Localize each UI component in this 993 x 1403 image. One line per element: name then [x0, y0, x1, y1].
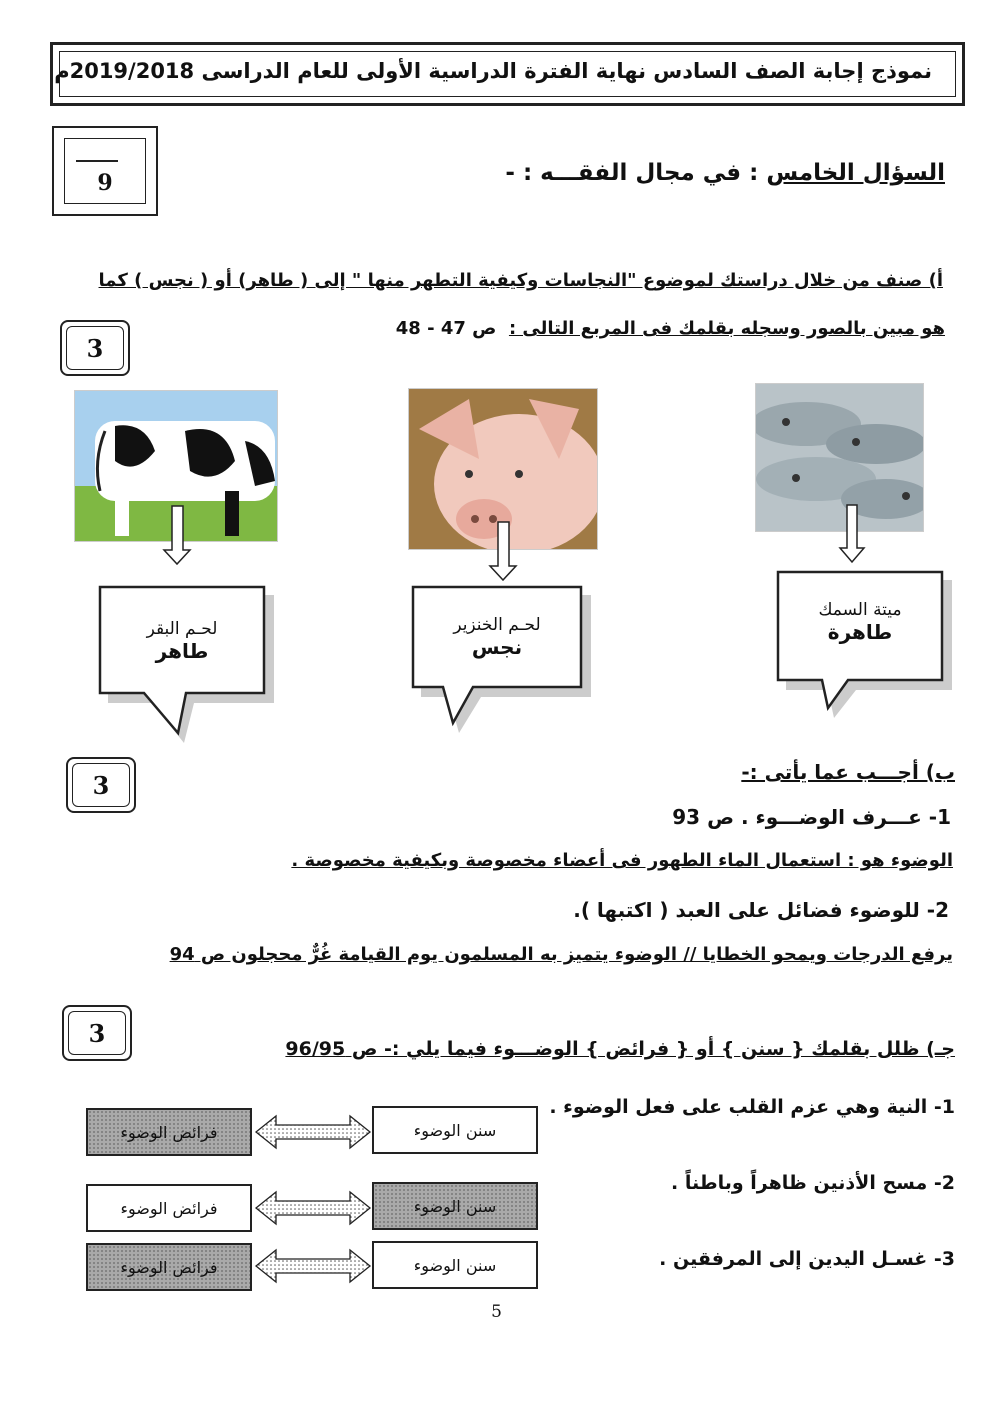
row3-double-arrow [256, 1250, 370, 1282]
cow-arrow [164, 506, 190, 564]
pig-result: نجس [471, 635, 523, 659]
total-score-value: 9 [97, 170, 113, 196]
row1-faraid-option[interactable] [86, 1108, 252, 1156]
part-b-title: ب) أجـــب عما يأتى :- [741, 760, 955, 784]
pig-label: لحـم الخنزير [453, 615, 541, 635]
part-a-mark: 3 [66, 326, 124, 370]
row2-faraid-label: فرائض الوضوء [120, 1198, 218, 1218]
fish-callout [772, 568, 952, 718]
cow-callout-text [94, 619, 270, 663]
row3-faraid-option[interactable] [86, 1243, 252, 1291]
part-c-item-2: 2- مسح الأذنين ظاهراً وباطناً . [670, 1172, 955, 1194]
double-arrows [254, 1100, 374, 1300]
cow-callout [94, 583, 274, 743]
row1-sunan-option[interactable] [372, 1106, 538, 1154]
fish-arrow [840, 505, 864, 562]
cow-label: لحـم البقر [146, 619, 218, 639]
cow-callout-shape [94, 583, 274, 743]
part-a-pages: ص 47 - 48 [395, 318, 497, 339]
fish-callout-text [772, 600, 948, 644]
question-title-main: السؤال الخامس [766, 160, 945, 186]
part-c-mark-box [62, 1005, 132, 1061]
pig-callout [407, 583, 591, 733]
row1-faraid-label: فرائض الوضوء [120, 1122, 218, 1142]
row3-sunan-label: سنن الوضوء [413, 1255, 497, 1275]
part-c-title: جـ) ظلل بقلمك { سنن } أو { فرائض } الوضـــوء فيما يلي :- ص 96/95 [285, 1038, 955, 1060]
part-b-question-1: 1- عـــرف الوضـــوء . ص 93 [672, 805, 951, 829]
row1-double-arrow [256, 1116, 370, 1148]
row3-sunan-option[interactable] [372, 1241, 538, 1289]
row3-faraid-label: فرائض الوضوء [120, 1257, 218, 1277]
fish-result: طاهرة [827, 620, 893, 644]
pig-callout-text [407, 615, 587, 659]
row2-double-arrow [256, 1192, 370, 1224]
part-c-item-1: 1- النية وهي عزم القلب على فعل الوضوء . [549, 1096, 955, 1118]
part-b-mark-box [66, 757, 136, 813]
part-b-mark: 3 [72, 763, 130, 807]
part-b-question-2: 2- للوضوء فضائل على العبد ( اكتبها ). [573, 898, 949, 922]
question-subtitle: : في مجال الفقـــه : - [505, 160, 767, 186]
part-c-mark: 3 [68, 1011, 126, 1055]
header-title: نموذج إجابة الصف السادس نهاية الفترة الدراسية الأولى للعام الدراسى 2019/2018م [54, 59, 932, 83]
part-a-instruction-text: هو مبين بالصور وسجله بقلمك فى المربع التالى : [508, 318, 945, 339]
row2-faraid-option[interactable] [86, 1184, 252, 1232]
pig-arrow [490, 522, 516, 580]
fish-label: ميتة السمك [818, 600, 902, 620]
part-b-answer-2: يرفع الدرجات ويمحو الخطايا // الوضوء يتميز به المسلمون يوم القيامة غُرٌّ محجلون ص 94 [169, 944, 953, 965]
cow-result: طاهر [155, 639, 209, 663]
part-b-answer-1: الوضوء هو : استعمال الماء الطهور فى أعضاء مخصوصة وبكيفية مخصوصة . [291, 850, 953, 871]
part-c-item-3: 3- غسـل اليدين إلى المرفقين . [659, 1248, 955, 1270]
page-number: 5 [491, 1302, 502, 1322]
row2-sunan-option[interactable] [372, 1182, 538, 1230]
part-a-instruction-line1: أ) صنف من خلال دراستك لموضوع "النجاسات وكيفية التطهر منها " إلى ( طاهر) أو ( نجس ) كما [98, 270, 943, 291]
row1-sunan-label: سنن الوضوء [413, 1120, 497, 1140]
row2-sunan-label: سنن الوضوء [413, 1196, 497, 1216]
